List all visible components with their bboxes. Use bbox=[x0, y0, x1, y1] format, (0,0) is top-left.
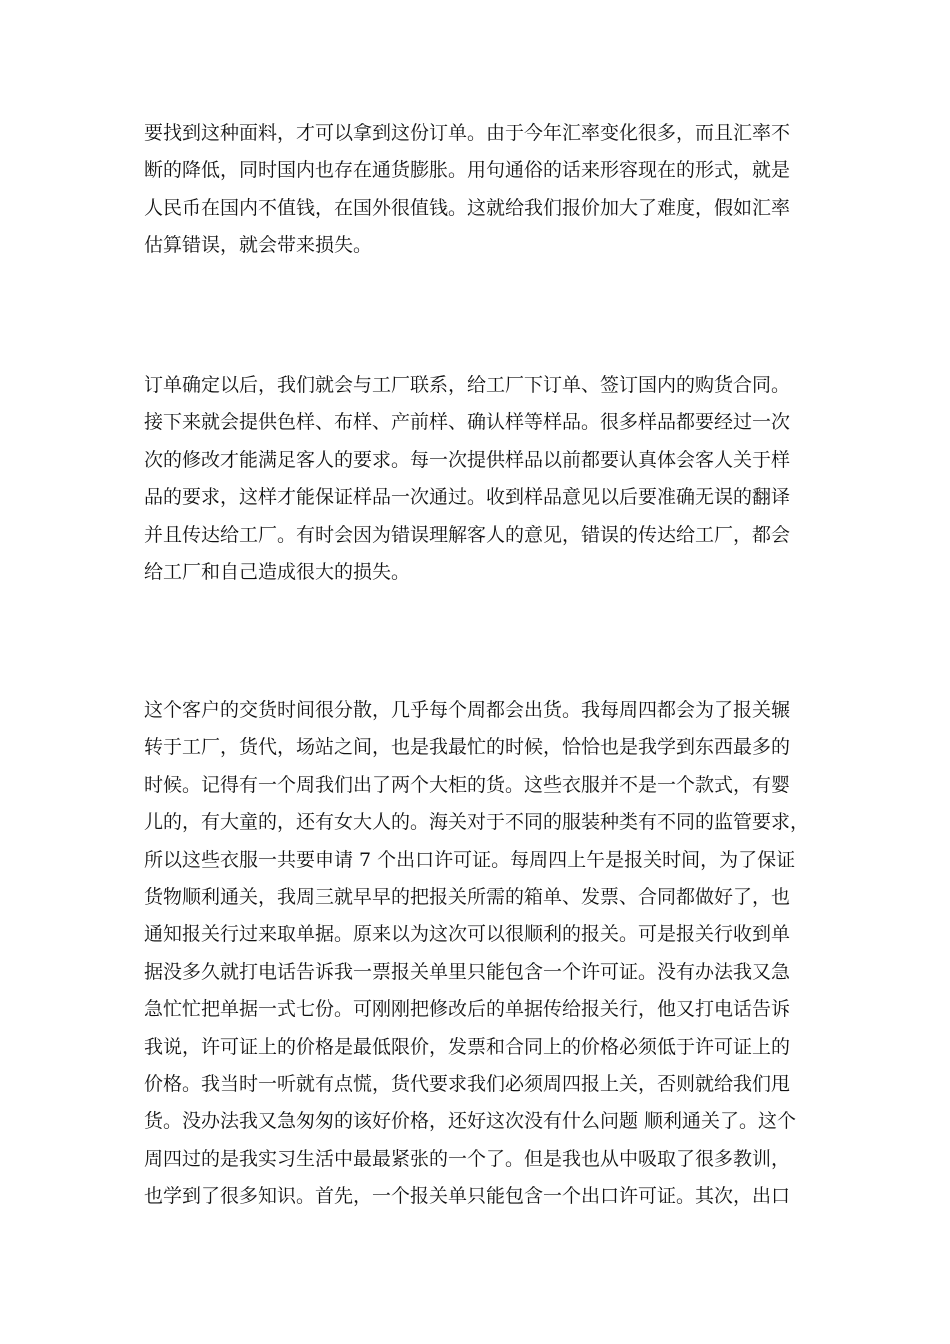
text-line: 周四过的是我实习生活中最最紧张的一个了。但是我也从中吸取了很多教训， bbox=[144, 1147, 791, 1170]
text-line: 并且传达给工厂。有时会因为错误理解客人的意见，错误的传达给工厂，都会 bbox=[144, 523, 791, 546]
text-line: 品的要求，这样才能保证样品一次通过。收到样品意见以后要准确无误的翻译 bbox=[144, 486, 791, 509]
text-line: 通知报关行过来取单据。原来以为这次可以很顺利的报关。可是报关行收到单 bbox=[144, 923, 791, 946]
paragraph-exchange-rate bbox=[144, 115, 808, 265]
paragraph-order-samples bbox=[144, 367, 808, 591]
text-line: 人民币在国内不值钱，在国外很值钱。这就给我们报价加大了难度，假如汇率 bbox=[144, 196, 791, 219]
text-line: 接下来就会提供色样、布样、产前样、确认样等样品。很多样品都要经过一次 bbox=[144, 411, 791, 434]
paragraph-customs-declaration bbox=[144, 692, 808, 1215]
text-line: 价格。我当时一听就有点慌，货代要求我们必须周四报上关，否则就给我们甩 bbox=[144, 1072, 791, 1095]
text-line: 估算错误，就会带来损失。 bbox=[144, 234, 373, 257]
text-line: 这个客户的交货时间很分散，几乎每个周都会出货。我每周四都会为了报关辗 bbox=[144, 699, 791, 721]
text-line: 订单确定以后，我们就会与工厂联系，给工厂下订单、签订国内的购货合同。 bbox=[144, 374, 791, 396]
text-line: 给工厂和自己造成很大的损失。 bbox=[144, 560, 411, 583]
text-line: 货物顺利通关，我周三就早早的把报关所需的箱单、发票、合同都做好了，也 bbox=[144, 885, 791, 908]
text-line: 所以这些衣服一共要申请 7 个出口许可证。每周四上午是报关时间，为了保证 bbox=[144, 848, 796, 871]
text-line: 次的修改才能满足客人的要求。每一次提供样品以前都要认真体会客人关于样 bbox=[144, 448, 791, 471]
text-line: 急忙忙把单据一式七份。可刚刚把修改后的单据传给报关行，他又打电话告诉 bbox=[144, 998, 791, 1021]
text-line: 转于工厂，货代，场站之间，也是我最忙的时候，恰恰也是我学到东西最多的 bbox=[144, 736, 791, 759]
text-line: 也学到了很多知识。首先，一个报关单只能包含一个出口许可证。其次，出口 bbox=[144, 1185, 791, 1208]
text-line: 据没多久就打电话告诉我一票报关单里只能包含一个许可证。没有办法我又急 bbox=[144, 960, 791, 983]
text-line: 断的降低，同时国内也存在通货膨胀。用句通俗的话来形容现在的形式，就是 bbox=[144, 159, 791, 182]
text-line: 儿的，有大童的，还有女大人的。海关对于不同的服装种类有不同的监管要求， bbox=[144, 811, 810, 834]
text-line: 货。没办法我又急匆匆的该好价格，还好这次没有什么问题 顺利通关了。这个 bbox=[144, 1110, 797, 1133]
text-line: 时候。记得有一个周我们出了两个大柜的货。这些衣服并不是一个款式，有婴 bbox=[144, 773, 791, 796]
text-line: 要找到这种面料，才可以拿到这份订单。由于今年汇率变化很多，而且汇率不 bbox=[144, 122, 791, 144]
text-line: 我说，许可证上的价格是最低限价，发票和合同上的价格必须低于许可证上的 bbox=[144, 1035, 791, 1058]
